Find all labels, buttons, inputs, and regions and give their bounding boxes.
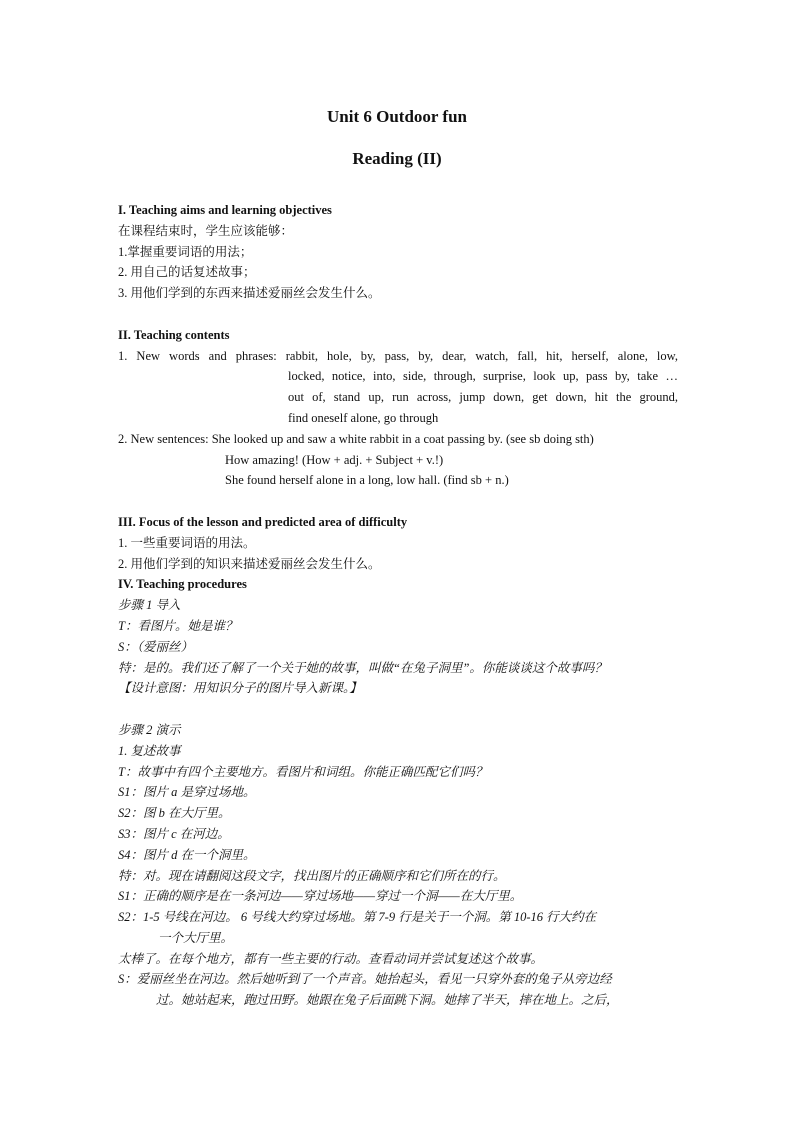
text-line: S：爱丽丝坐在河边。然后她听到了一个声音。她抬起头，看见一只穿外套的兔子从旁边经 <box>118 972 612 987</box>
text-line: 在课程结束时，学生应该能够： <box>118 223 294 238</box>
text-line: S4：图片 d 在一个洞里。 <box>118 847 256 862</box>
text-line: T：故事中有四个主要地方。看图片和词组。你能正确匹配它们吗？ <box>118 764 488 779</box>
text-line: S2：图 b 在大厅里。 <box>118 806 231 821</box>
lesson-subtitle: Reading (II) <box>352 149 442 168</box>
text-line: 1.掌握重要词语的用法； <box>118 244 253 259</box>
text-line: S2：1-5 号线在河边。 6 号线大约穿过场地。第 7-9 行是关于一个洞。第 10-16 行大约在 <box>118 910 597 925</box>
text-line: S1：正确的顺序是在一条河边——穿过场地——穿过一个洞——在大厅里。 <box>118 889 523 904</box>
text-line: T：看图片。她是谁？ <box>118 618 238 633</box>
document-body <box>118 200 678 1011</box>
text-line: How amazing! (How + adj. + Subject + v.!) <box>225 452 444 467</box>
text-line: 太棒了。在每个地方，都有一些主要的行动。查看动词并尝试复述这个故事。 <box>118 951 544 966</box>
text-line: 特：是的。我们还了解了一个关于她的故事，叫做“在兔子洞里”。你能谈谈这个故事吗？ <box>118 660 607 675</box>
text-line: 1. 一些重要词语的用法。 <box>118 535 256 550</box>
text-line: S3：图片 c 在河边。 <box>118 826 230 841</box>
step-heading: 步骤 1 导入 <box>118 598 181 613</box>
text-line: S1：图片 a 是穿过场地。 <box>118 785 256 800</box>
design-intent-note: 【设计意图：用知识分子的图片导入新课。】 <box>118 681 362 696</box>
text-line: She found herself alone in a long, low hall. (find sb + n.) <box>225 473 509 488</box>
text-line: 特：对。现在请翻阅这段文字，找出图片的正确顺序和它们所在的行。 <box>118 868 506 883</box>
text-line: 一个大厅里。 <box>158 930 234 945</box>
text-line: 1. 复述故事 <box>118 743 181 758</box>
section-heading: II. Teaching contents <box>118 327 230 342</box>
text-line: 3. 用他们学到的东西来描述爱丽丝会发生什么。 <box>118 286 381 301</box>
section-heading: III. Focus of the lesson and predicted area of difficulty <box>118 514 408 529</box>
text-line: 过。她站起来，跑过田野。她跟在兔子后面跳下洞。她摔了半天，摔在地上。之后， <box>156 993 619 1008</box>
text-line: find oneself alone, go through <box>288 410 439 425</box>
text-line: S：（爱丽丝） <box>118 639 194 654</box>
unit-title: Unit 6 Outdoor fun <box>327 107 467 126</box>
text-line: 2. New sentences: She looked up and saw a white rabbit in a coat passing by. (see sb doing sth) <box>118 431 594 446</box>
section-heading: I. Teaching aims and learning objectives <box>118 203 332 217</box>
text-line: locked, notice, into, side, through, surprise, look up, pass by, take … <box>288 369 678 384</box>
step-heading: 步骤 2 演示 <box>118 722 181 737</box>
text-line: 2. 用自己的话复述故事； <box>118 265 256 280</box>
section-heading: IV. Teaching procedures <box>118 577 247 592</box>
text-line: 1. New words and phrases: rabbit, hole, by, pass, by, dear, watch, fall, hit, herself, alone, low, <box>118 348 678 363</box>
text-line: 2. 用他们学到的知识来描述爱丽丝会发生什么。 <box>118 556 381 571</box>
text-line: out of, stand up, run across, jump down, get down, hit the ground, <box>288 390 678 405</box>
